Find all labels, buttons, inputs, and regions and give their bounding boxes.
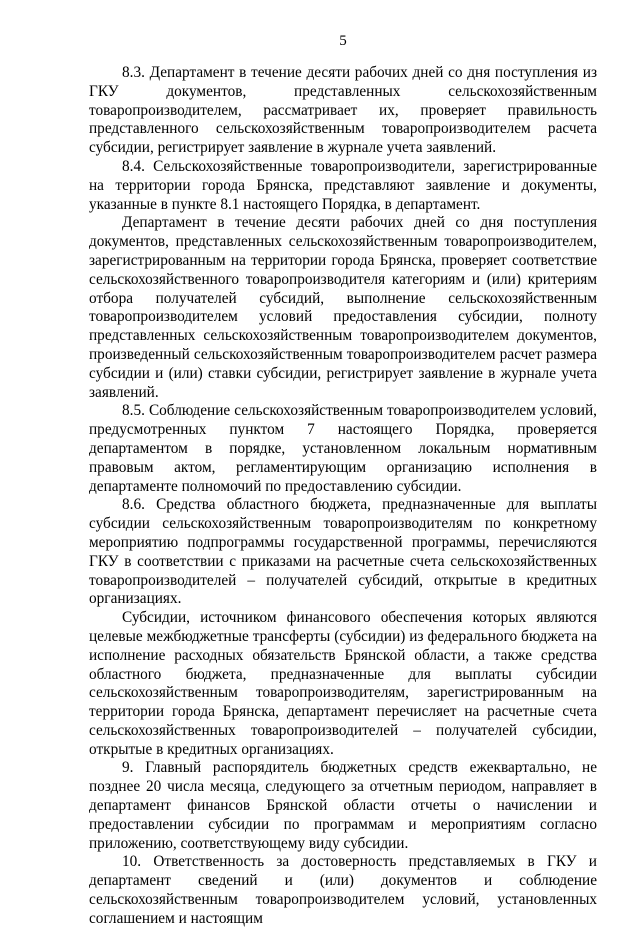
- paragraph-8-6: 8.6. Средства областного бюджета, предназначенные для выплаты субсидии сельскохозяйственным товаропроизводителям по конкретному мероприятию подпрограммы государственной программы, перечисляются ГКУ в соответствии с приказами на расчетные счета сельскохозяйственных товаропроизводителей – получателей субсидий, открытые в кредитных организациях.: [89, 496, 597, 608]
- paragraph-9: 9. Главный распорядитель бюджетных средств ежеквартально, не позднее 20 числа месяца, следующего за отчетным периодом, направляет в департамент финансов Брянской области отчеты о начислении и предоставлении субсидии по программам и мероприятиям согласно приложению, соответствующему виду субсидии.: [89, 759, 597, 852]
- paragraph-8-4-department: Департамент в течение десяти рабочих дней со дня поступления документов, представленных сельскохозяйственным товаропроизводителем, зарегистрированным на территории города Брянска, проверяет соответствие сельскохозяйственного товаропроизводителя категориям и (или) критериям отбора получателей субсидий, выполнение сельскохозяйственным товаропроизводителем условий предоставления субсидии, полноту представленных сельскохозяйственным товаропроизводителем документов, произведенный сельскохозяйственным товаропроизводителем расчет размера субсидии и (или) ставки субсидии, регистрирует заявление в журнале учета заявлений.: [89, 214, 597, 401]
- paragraph-8-6-subsidies: Субсидии, источником финансового обеспечения которых являются целевые межбюджетные трансферты (субсидии) из федерального бюджета на исполнение расходных обязательств Брянской области, а также средства областного бюджета, предназначенные для выплаты субсидии сельскохозяйственным товаропроизводителям, зарегистрированным на территории города Брянска, департамент перечисляет на расчетные счета сельскохозяйственных товаропроизводителей – получателей субсидии, открытые в кредитных организациях.: [89, 609, 597, 758]
- page-number: 5: [339, 33, 347, 49]
- paragraph-8-3: 8.3. Департамент в течение десяти рабочих дней со дня поступления из ГКУ документов, представленных сельскохозяйственным товаропроизводителем, рассматривает их, проверяет правильность представленного сельскохозяйственным товаропроизводителем расчета субсидии, регистрирует заявление в журнале учета заявлений.: [89, 64, 597, 157]
- paragraph-8-5: 8.5. Соблюдение сельскохозяйственным товаропроизводителем условий, предусмотренных пунктом 7 настоящего Порядка, проверяется департаментом в порядке, установленном локальным нормативным правовым актом, регламентирующим организацию исполнения в департаменте полномочий по предоставлению субсидии.: [89, 402, 597, 495]
- paragraph-8-4: 8.4. Сельскохозяйственные товаропроизводители, зарегистрированные на территории города Брянска, представляют заявление и документы, указанные в пункте 8.1 настоящего Порядка, в департамент.: [89, 157, 597, 213]
- paragraph-10: 10. Ответственность за достоверность представляемых в ГКУ и департамент сведений и (или) документов и соблюдение сельскохозяйственным товаропроизводителем условий, установленных соглашением и настоящим: [89, 853, 597, 927]
